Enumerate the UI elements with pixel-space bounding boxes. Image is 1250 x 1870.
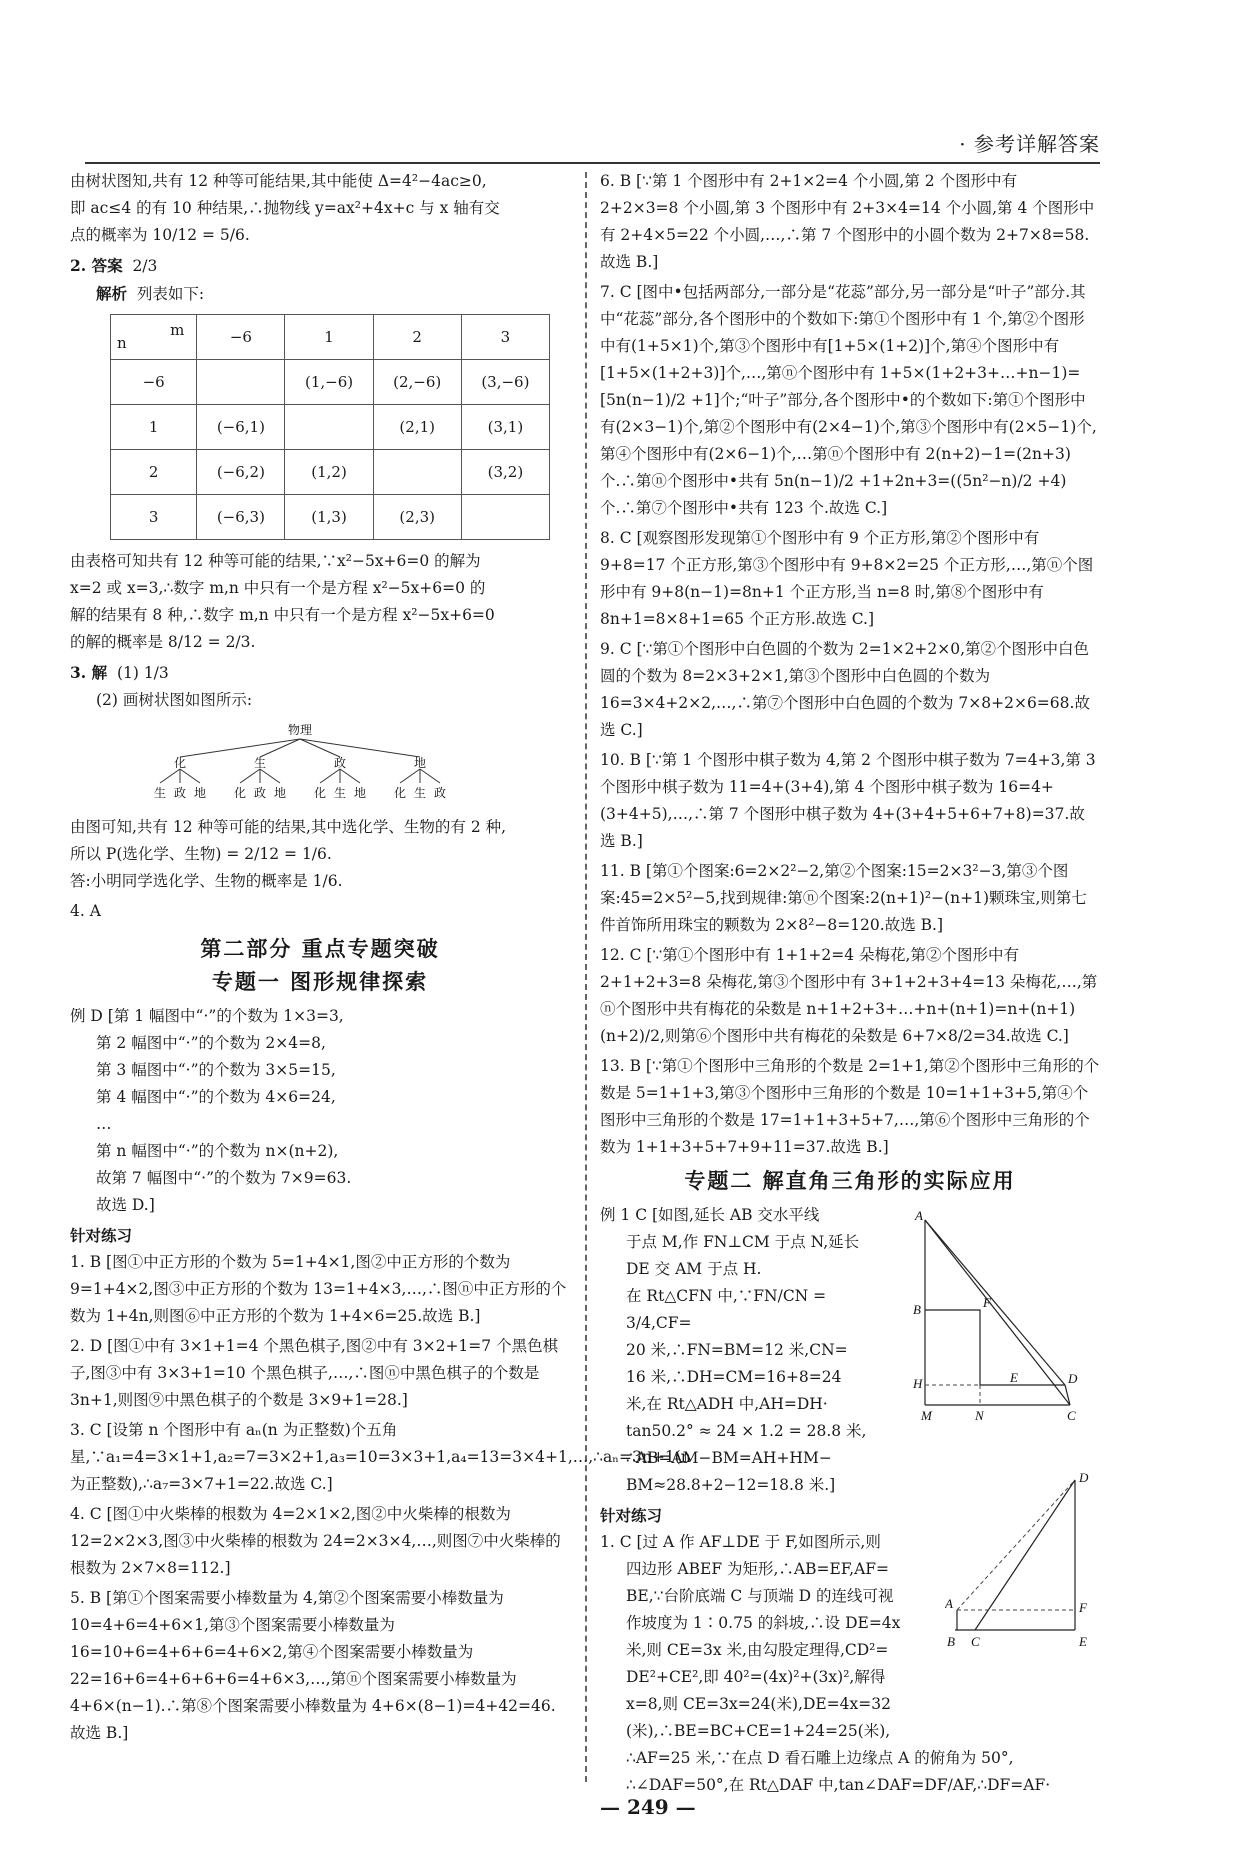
page-number: — 249 — (600, 1795, 696, 1819)
probability-table (110, 314, 550, 540)
svg-text:H: H (913, 1376, 923, 1391)
svg-text:C: C (971, 1634, 980, 1649)
table-row: −6 (1,−6) (2,−6) (3,−6) (111, 360, 550, 405)
figure-right-triangle (905, 1210, 1080, 1425)
example: 例 D [第 1 幅图中“·”的个数为 1×3=3, 第 2 幅图中“·”的个数为 2×4=8, 第 3 幅图中“·”的个数为 3×5=15, 第 4 幅图中“·”的个数为 4×6=24, … 第 n 幅图中“·”的个数为 n×(n+2), 故第 7 幅图中“·”的个数为 7×9=63. 故选 D.] (70, 1007, 352, 1214)
tree-leaf: 地 (353, 786, 367, 800)
page-header: · 参考详解答案 (959, 132, 1100, 156)
answer-item: 12. C [∵第①个图形中有 1+1+2=4 朵梅花,第②个图形中有 2+1+2+3=8 朵梅花,第③个图形中有 3+1+2+3+4=13 朵梅花,…,第ⓝ个图形中共有梅花的朵数是 n+1+2+3+…+n+(n+1)=n+(n+1)(n+2)/2,则第⑥个图形中共有梅花的朵数是 6+7×8/2=34.故选 C.] (600, 946, 1098, 1045)
table-header-cell: 2 (373, 315, 461, 360)
svg-text:E: E (1010, 1370, 1018, 1385)
svg-text:M: M (921, 1408, 932, 1423)
table-header-cell: 1 (285, 315, 373, 360)
practice-label-2: 针对练习 (600, 1506, 663, 1525)
answer-item: 11. B [第①个图案:6=2×2²−2,第②个图案:15=2×3²−3,第③个图案:45=2×5²−5,找到规律:第ⓝ个图案:2(n+1)²−(n+1)颗珠宝,则第七件首饰所用珠宝的颗数为 2×8²−8=120.故选 B.] (600, 862, 1087, 934)
practice-item: 1. B [图①中正方形的个数为 5=1+4×1,图②中正方形的个数为 9=1+4×2,图③中正方形的个数为 13=1+4×3,…,∴图ⓝ中正方形的个数为 1+4n,则图⑥中正方形的个数为 1+4×6=25.故选 B.] (70, 1253, 567, 1325)
svg-text:A: A (915, 1210, 923, 1223)
tree-leaf: 政 (253, 786, 267, 800)
svg-text:D: D (1079, 1470, 1089, 1485)
practice-label: 针对练习 (70, 1226, 133, 1245)
example1: 例 1 C [如图,延长 AB 交水平线 于点 M,作 FN⊥CM 于点 N,延长 DE 交 AM 于点 H. 在 Rt△CFN 中,∵FN/CN = 3/4,CF= 20 米,∴FN=BM=12 米,CN= 16 米,∴DH=CM=16+8=24 米,在 Rt△ADH 中,AH=DH· tan50.2° ≈ 24 × 1.2 = 28.8 米, ∴AB=AM−BM=AH+HM− BM≈28.8+2−12=18.8 米.] (600, 1206, 867, 1494)
after-table-text: 由表格可知共有 12 种等可能的结果,∵x²−5x+6=0 的解为 x=2 或 x=3,∴数字 m,n 中只有一个是方程 x²−5x+6=0 的 解的结果有 8 种,∴数字 m,n 中只有一个是方程 x²−5x+6=0 的解的概率是 8/12 = 2/3. (70, 552, 495, 651)
svg-text:B: B (947, 1634, 955, 1649)
q3-after: 由图可知,共有 12 种等可能的结果,其中选化学、生物的有 2 种, 所以 P(选化学、生物) = 2/12 = 1/6. 答:小明同学选化学、生物的概率是 1/6. (70, 818, 507, 890)
tree-node: 地 (413, 756, 427, 770)
tree-root: 物理 (287, 723, 313, 737)
answer-item: 6. B [∵第 1 个图形中有 2+1×2=4 个小圆,第 2 个图形中有 2+2×3=8 个小圆,第 3 个图形中有 2+3×4=14 个小圆,第 4 个图形中有 2+4×5=22 个小圆,…,∴第 7 个图形中的小圆个数为 2+7×8=58.故选 B.] (600, 172, 1095, 271)
figure-slope (945, 1470, 1095, 1650)
tree-leaf: 化 (233, 786, 247, 800)
answer-item: 13. B [∵第①个图形中三角形的个数是 2=1+1,第②个图形中三角形的个数是 5=1+1+3,第③个图形中三角形的个数是 10=1+1+3+5,第④个图形中三角形的个数是 17=1+1+3+5+7,…,第⑥个图形中三角形的个数为 1+1+3+5+7+9+11=37.故选 B.] (600, 1057, 1100, 1156)
tree-leaf: 政 (433, 786, 447, 800)
table-corner: m n (111, 315, 197, 360)
topic2-title: 专题二 解直角三角形的实际应用 (684, 1168, 1016, 1193)
table-header-cell: −6 (197, 315, 285, 360)
tree-node: 化 (173, 756, 187, 770)
tree-leaf: 化 (313, 786, 327, 800)
tree-leaf: 地 (273, 786, 287, 800)
practice-item: 2. D [图①中有 3×1+1=4 个黑色棋子,图②中有 3×2+1=7 个黑色棋子,图③中有 3×3+1=10 个黑色棋子,…,∴图ⓝ中黑色棋子的个数是 3n+1,则图⑨中黑色棋子的个数是 3×9+1=28.] (70, 1337, 559, 1409)
svg-text:F: F (1079, 1600, 1087, 1615)
answer-item: 9. C [∵第①个图形中白色圆的个数为 2=1×2+2×0,第②个图形中白色圆的个数为 8=2×3+2×1,第③个图形中白色圆的个数为 16=3×4+2×2,…,∴第⑦个图形中白色圆的个数为 7×8+2×6=68.故选 C.] (600, 640, 1090, 739)
topic1-title: 专题一 图形规律探索 (211, 969, 429, 994)
svg-text:N: N (975, 1408, 984, 1423)
table-row: 3 (−6,3) (1,3) (2,3) (111, 495, 550, 540)
tree-leaf: 政 (173, 786, 187, 800)
svg-text:A: A (945, 1596, 953, 1611)
q2: 2. 答案 2/3 解析 列表如下: (70, 256, 205, 303)
table-row: 2 (−6,2) (1,2) (3,2) (111, 450, 550, 495)
tree-leaf: 地 (193, 786, 207, 800)
answer-item: 7. C [图中•包括两部分,一部分是“花蕊”部分,另一部分是“叶子”部分.其中“花蕊”部分,各个图形中的个数如下:第①个图形中有 1 个,第②个图形中有(1+5×1)个,第③个图形中有[1+5×(1+2)]个,第④个图形中有[1+5×(1+2+3)]个,…,第ⓝ个图形中有 1+5×(1+2+3+…+n−1)=[5n(n−1)/2 +1]个;“叶子”部分,各个图形中•的个数如下:第①个图形中有(2×3−1)个,第②个图形中有(2×4−1)个,第③个图形中有(2×5−1)个,第④个图形中有(2×6−1)个,…第ⓝ个图形中有 2(n+2)−1=(2n+3)个.∴第ⓝ个图形中•共有 5n(n−1)/2 +1+2n+3=((5n²−n)/2 +4)个.∴第⑦个图形中•共有 123 个.故选 C.] (600, 283, 1097, 517)
svg-text:F: F (983, 1295, 991, 1310)
tree-node: 政 (333, 756, 347, 770)
svg-text:D: D (1068, 1371, 1078, 1386)
svg-text:C: C (1067, 1408, 1076, 1423)
header-rule (85, 162, 1100, 164)
answer-item: 8. C [观察图形发现第①个图形中有 9 个正方形,第②个图形中有 9+8=17 个正方形,第③个图形中有 9+8×2=25 个正方形,…,第ⓝ个图形中有 9+8(n−1)=8n+1 个正方形,当 n=8 时,第⑧个图形中有 8n+1=8×8+1=65 个正方形.故选 C.] (600, 529, 1094, 628)
table-row: 1 (−6,1) (2,1) (3,1) (111, 405, 550, 450)
svg-text:B: B (913, 1302, 921, 1317)
tree-leaf: 生 (153, 786, 167, 800)
practice-item: 5. B [第①个图案需要小棒数量为 4,第②个图案需要小棒数量为 10=4+6=4+6×1,第③个图案需要小棒数量为 16=10+6=4+6+6=4+6×2,第④个图案需要小棒数量为 22=16+6=4+6+6+6=4+6×3,…,第ⓝ个图案需要小棒数量为 4+6×(n−1).∴第⑧个图案需要小棒数量为 4+6×(8−1)=4+42=46.故选 B.] (70, 1589, 556, 1742)
tree-leaf: 化 (393, 786, 407, 800)
left-column (70, 168, 691, 1750)
tree-leaf: 生 (413, 786, 427, 800)
q3: 3. 解 (1) 1/3 (2) 画树状图如图所示: (70, 663, 253, 709)
answer-item: 10. B [∵第 1 个图形中棋子数为 4,第 2 个图形中棋子数为 7=4+3,第 3 个图形中棋子数为 11=4+(3+4),第 4 个图形中棋子数为 16=4+(3+4+5),…,∴第 7 个图形中棋子数为 4+(3+4+5+6+7+8)=37.故选 B.] (600, 751, 1096, 850)
svg-text:E: E (1079, 1634, 1087, 1649)
tree-node: 生 (253, 756, 267, 770)
table-header-cell: 3 (461, 315, 549, 360)
intro-text: 由树状图知,共有 12 种等可能结果,其中能使 Δ=4²−4ac≥0, 即 ac≤4 的有 10 种结果,∴抛物线 y=ax²+4x+c 与 x 轴有交 点的概率为 10/12 = 5/6. (70, 172, 500, 244)
practice1: 1. C [过 A 作 AF⊥DE 于 F,如图所示,则 四边形 ABEF 为矩形,∴AB=EF,AF= BE,∵台阶底端 C 与顶端 D 的连线可视 作坡度为 1∶0.75 的斜坡,∴设 DE=4x 米,则 CE=3x 米,由勾股定理得,CD²= DE²+CE²,即 40²=(4x)²+(3x)²,解得 x=8,则 CE=3x=24(米),DE=4x=32 (米),∴BE=BC+CE=1+24=25(米), ∴AF=25 米,∵在点 D 看石雕上边缘点 A 的俯角为 50°, ∴∠DAF=50°,在 Rt△DAF 中,tan∠DAF=DF/AF,∴DF=AF· (600, 1533, 1051, 1794)
column-divider (585, 172, 587, 1782)
tree-diagram (150, 721, 470, 801)
part-title: 第二部分 重点专题突破 (200, 936, 440, 961)
practice-item: 3. C [设第 n 个图形中有 aₙ(n 为正整数)个五角星,∵a₁=4=3×1+1,a₂=7=3×2+1,a₃=10=3×3+1,a₄=13=3×4+1,…,∴aₙ=3n+1(n 为正整数),∴a₇=3×7+1=22.故选 C.] (70, 1421, 691, 1493)
tree-leaf: 生 (333, 786, 347, 800)
practice-item: 4. C [图①中火柴棒的根数为 4=2×1×2,图②中火柴棒的根数为 12=2×2×3,图③中火柴棒的根数为 24=2×3×4,…,则图⑦中火柴棒的根数为 2×7×8=112.] (70, 1505, 561, 1577)
q4: 4. A (70, 902, 101, 920)
